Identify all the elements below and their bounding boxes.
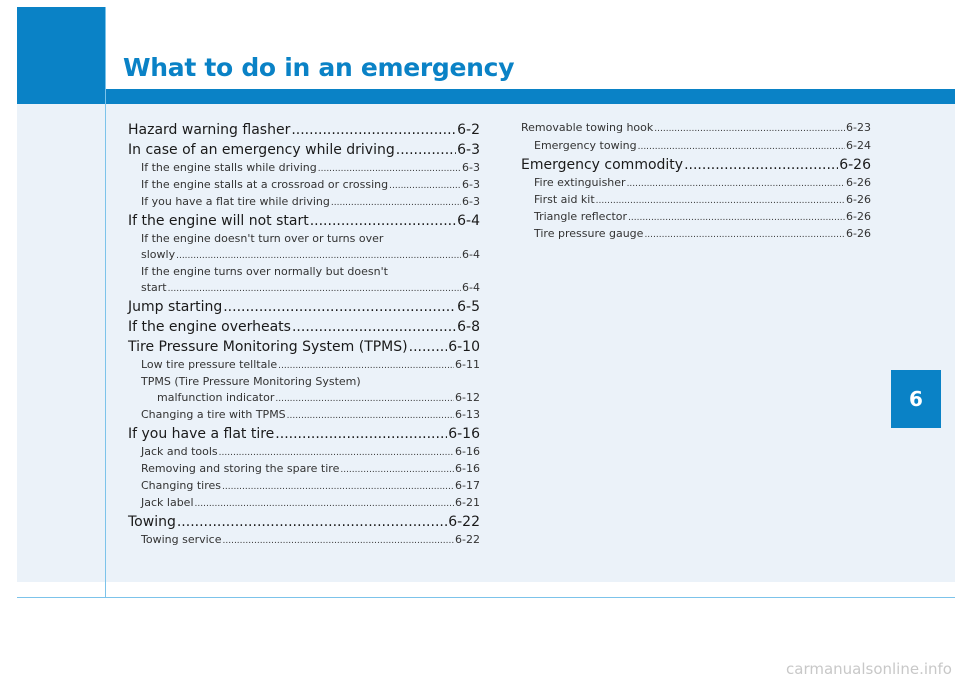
dot-leader [627,175,845,192]
toc-entry-title: If the engine stalls at a crossroad or crossing [141,178,389,191]
toc-entry-line: If the engine doesn't turn over or turns over [141,232,384,245]
toc-entry-line: If the engine turns over normally but doesn't [141,265,388,278]
toc-entry-title: Low tire pressure telltale [141,358,278,371]
toc-entry-title: Tire Pressure Monitoring System (TPMS) [128,339,408,355]
dot-leader [638,138,845,155]
toc-right-column [521,119,871,243]
toc-section-link[interactable] [521,155,871,175]
toc-page-number: 6-26 [846,227,871,240]
toc-page-number: 6-3 [462,195,480,208]
toc-entry-title: Changing tires [141,479,222,492]
toc-entry-title: Changing a tire with TPMS [141,408,286,421]
dot-leader [396,140,456,160]
dot-leader [409,337,448,357]
toc-entry-title: start [141,281,167,294]
dot-leader [222,478,454,495]
toc-page-number: 6-26 [839,157,871,173]
toc-entry-line: TPMS (Tire Pressure Monitoring System) [141,375,361,388]
toc-subsection-link[interactable] [128,357,480,374]
toc-page-number: 6-26 [846,176,871,189]
toc-entry-title: Removable towing hook [521,121,654,134]
toc-page-number: 6-4 [457,213,480,229]
toc-page-number: 6-2 [457,122,480,138]
toc-page-number: 6-16 [455,445,480,458]
margin-rule [105,7,106,597]
toc-page-number: 6-13 [455,408,480,421]
toc-subsection-link[interactable] [521,209,871,226]
toc-subsection-link[interactable] [128,390,480,407]
dot-leader [287,407,454,424]
toc-subsection-link[interactable] [128,495,480,512]
dot-leader [292,317,456,337]
toc-subsection-link[interactable] [128,478,480,495]
dot-leader [176,247,461,264]
toc-entry-title: Jack and tools [141,445,218,458]
toc-page-number: 6-16 [448,426,480,442]
dot-leader [275,424,447,444]
toc-entry-title: Removing and storing the spare tire [141,462,340,475]
toc-entry-title: In case of an emergency while driving [128,142,395,158]
toc-page-number: 6-22 [448,514,480,530]
toc-subsection-link[interactable] [128,461,480,478]
toc-subsection-link[interactable] [521,119,871,138]
dot-leader [195,495,455,512]
toc-entry-title: malfunction indicator [157,391,275,404]
toc-entry-title: If you have a flat tire [128,426,275,442]
toc-page-number: 6-10 [448,339,480,355]
dot-leader [310,211,456,231]
toc-page-number: 6-21 [455,496,480,509]
toc-page-number: 6-12 [455,391,480,404]
toc-entry-title: Tire pressure gauge [534,227,644,240]
toc-entry-title: Triangle reflector [534,210,628,223]
toc-section-link[interactable] [128,337,480,357]
toc-entry-title: Towing service [141,533,222,546]
toc-subsection-link[interactable] [521,226,871,243]
toc-subsection-link[interactable] [128,160,480,177]
toc-section-link[interactable] [128,317,480,337]
dot-leader [684,155,838,175]
dot-leader [644,226,845,243]
toc-entry-title: Towing [128,514,176,530]
toc-page-number: 6-26 [846,193,871,206]
toc-entry-title: If you have a flat tire while driving [141,195,330,208]
dot-leader [278,357,454,374]
toc-page-number: 6-3 [457,142,480,158]
toc-entry-title: Hazard warning flasher [128,122,291,138]
toc-page-number: 6-23 [846,121,871,134]
toc-page-number: 6-8 [457,319,480,335]
dot-leader [340,461,454,478]
dot-leader [223,297,456,317]
watermark: carmanualsonline.info [786,660,952,678]
toc-entry-title: First aid kit [534,193,595,206]
dot-leader [628,209,845,226]
toc-entry-title: Emergency commodity [521,157,684,173]
toc-subsection-link[interactable] [521,175,871,192]
toc-subsection-link[interactable] [128,407,480,424]
toc-page-number: 6-26 [846,210,871,223]
toc-section-link[interactable] [128,424,480,444]
corner-block [17,7,106,104]
toc-subsection-link[interactable] [128,177,480,194]
toc-entry-title: Jump starting [128,299,223,315]
title-rule [106,89,955,104]
dot-leader [223,532,455,549]
dot-leader [389,177,461,194]
toc-entry-title: If the engine stalls while driving [141,161,317,174]
toc-left-column [128,120,480,549]
dot-leader [177,512,447,532]
toc-entry-title: slowly [141,248,176,261]
toc-section-link[interactable] [128,211,480,231]
toc-subsection-link[interactable] [128,444,480,461]
toc-entry-title: Emergency towing [534,139,637,152]
dot-leader [654,119,845,138]
dot-leader [275,390,454,407]
dot-leader [331,194,461,211]
toc-entry-title: If the engine overheats [128,319,291,335]
dot-leader [291,120,456,140]
toc-page-number: 6-24 [846,139,871,152]
toc-section-link[interactable] [128,297,480,317]
page-title: What to do in an emergency [123,53,515,82]
toc-subsection-link[interactable] [521,192,871,209]
toc-page-number: 6-3 [462,178,480,191]
toc-page-number: 6-4 [462,248,480,261]
toc-subsection-link[interactable] [128,247,480,264]
toc-entry-title: Fire extinguisher [534,176,626,189]
toc-entry-title: If the engine will not start [128,213,309,229]
toc-page-number: 6-11 [455,358,480,371]
toc-subsection-link[interactable] [128,280,480,297]
chapter-tab[interactable]: 6 [891,370,941,428]
toc-subsection-link[interactable] [128,194,480,211]
toc-section-link[interactable] [128,512,480,532]
toc-page-number: 6-5 [457,299,480,315]
toc-page-number: 6-22 [455,533,480,546]
toc-page-number: 6-3 [462,161,480,174]
toc-subsection-link[interactable] [521,138,871,155]
footer-rule [17,597,955,598]
toc-page-number: 6-17 [455,479,480,492]
toc-section-link[interactable] [128,140,480,160]
toc-entry-title: Jack label [141,496,194,509]
dot-leader [318,160,461,177]
dot-leader [219,444,454,461]
toc-page-number: 6-4 [462,281,480,294]
dot-leader [596,192,845,209]
toc-page-number: 6-16 [455,462,480,475]
toc-subsection-link[interactable] [128,532,480,549]
toc-section-link[interactable] [128,120,480,140]
dot-leader [168,280,461,297]
